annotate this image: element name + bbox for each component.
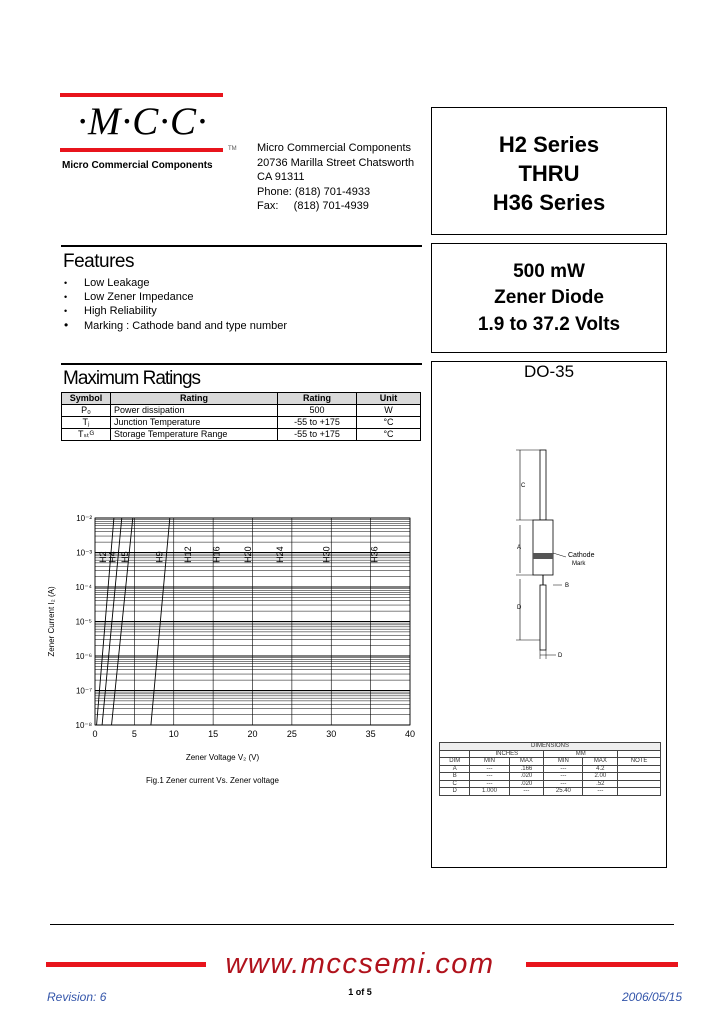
footer-rule bbox=[50, 924, 674, 925]
cell-rating: Junction Temperature bbox=[111, 417, 278, 429]
y-tick-label: 10⁻⁶ bbox=[75, 652, 92, 661]
table-row bbox=[440, 788, 661, 796]
curve-label-h2: H2 bbox=[98, 551, 109, 563]
table-header-row bbox=[62, 393, 421, 405]
x-tick-label: 20 bbox=[247, 729, 258, 739]
address-line: Fax: (818) 701-4939 bbox=[257, 200, 369, 212]
revision-date: 2006/05/15 bbox=[621, 990, 682, 1004]
series-line-1: H2 Series bbox=[498, 132, 600, 157]
series-line-2: THRU bbox=[518, 161, 580, 186]
cell bbox=[618, 773, 661, 781]
page-number: 1 of 5 bbox=[348, 987, 372, 997]
cell-value: 500 bbox=[278, 405, 357, 417]
column-header: Unit bbox=[357, 393, 421, 405]
column-header: MAX bbox=[509, 758, 544, 766]
x-tick-label: 40 bbox=[404, 729, 416, 739]
column-header: NOTE bbox=[618, 758, 661, 766]
table-row bbox=[440, 743, 661, 751]
y-tick-label: 10⁻⁷ bbox=[75, 686, 92, 696]
column-header: DIM bbox=[440, 758, 470, 766]
zener-chart bbox=[40, 505, 430, 785]
table-row bbox=[62, 429, 421, 441]
ratings-heading: Maximum Ratings bbox=[63, 368, 201, 389]
column-header: MIN bbox=[544, 758, 583, 766]
mcc-logo bbox=[60, 96, 225, 148]
dim-label-d: D bbox=[517, 605, 522, 611]
cell: 4.2 bbox=[583, 765, 618, 773]
cell: 2.00 bbox=[583, 773, 618, 781]
cell-unit: W bbox=[357, 405, 421, 417]
cell: --- bbox=[470, 780, 509, 788]
y-tick-label: 10⁻² bbox=[76, 514, 92, 523]
trademark: TM bbox=[228, 146, 237, 152]
cell-rating: Storage Temperature Range bbox=[111, 429, 278, 441]
table-row bbox=[440, 765, 661, 773]
address-line: 20736 Marilla Street Chatsworth bbox=[257, 156, 415, 169]
revision: Revision: 6 bbox=[47, 990, 107, 1004]
table-row bbox=[440, 773, 661, 781]
chart-caption: Fig.1 Zener current Vs. Zener voltage bbox=[146, 776, 279, 785]
spec-power: 500 mW bbox=[513, 261, 585, 282]
cell: --- bbox=[544, 765, 583, 773]
zener-chart-svg bbox=[40, 505, 430, 785]
cell: .52 bbox=[583, 780, 618, 788]
cell-rating: Power dissipation bbox=[111, 405, 278, 417]
cell bbox=[618, 788, 661, 796]
y-tick-label: 10⁻⁵ bbox=[75, 617, 92, 627]
cell: --- bbox=[544, 780, 583, 788]
cell: C bbox=[440, 780, 470, 788]
company-name: Micro Commercial Components bbox=[62, 160, 213, 171]
table-row bbox=[440, 750, 661, 758]
cell-symbol: P₀ bbox=[62, 405, 111, 417]
features-list bbox=[64, 276, 287, 333]
cell: B bbox=[440, 773, 470, 781]
cell: .020 bbox=[509, 780, 544, 788]
table-row bbox=[62, 417, 421, 429]
cell-unit: °C bbox=[357, 429, 421, 441]
ratings-table bbox=[61, 392, 421, 441]
feature-item: • Low Zener Impedance bbox=[64, 290, 287, 304]
curve-label-h20: H20 bbox=[242, 546, 253, 563]
cell-value: -55 to +175 bbox=[278, 429, 357, 441]
curve-label-h30: H30 bbox=[321, 546, 332, 563]
cell bbox=[618, 780, 661, 788]
ratings-rule bbox=[61, 363, 422, 365]
x-tick-label: 30 bbox=[326, 729, 337, 739]
table-row bbox=[62, 405, 421, 417]
cell: D bbox=[440, 788, 470, 796]
dim-label-c: C bbox=[521, 483, 526, 489]
feature-item: • High Reliability bbox=[64, 304, 287, 318]
group-mm: MM bbox=[544, 750, 618, 758]
curve-label-h36: H36 bbox=[369, 546, 380, 563]
feature-item: • Low Leakage bbox=[64, 276, 287, 290]
dimensions-title: DIMENSIONS bbox=[440, 743, 661, 751]
curve-label-h12: H12 bbox=[183, 546, 194, 563]
table-header-row bbox=[440, 758, 661, 766]
cell: --- bbox=[470, 773, 509, 781]
x-tick-label: 5 bbox=[131, 729, 137, 739]
cell: 1.000 bbox=[470, 788, 509, 796]
cell: .020 bbox=[509, 773, 544, 781]
y-tick-label: 10⁻⁴ bbox=[75, 583, 92, 592]
address-line: CA 91311 bbox=[257, 171, 305, 183]
cell: 25.40 bbox=[544, 788, 583, 796]
cell: --- bbox=[509, 788, 544, 796]
package-outline-drawing bbox=[500, 445, 610, 665]
curve-label-h4: H4 bbox=[107, 551, 118, 563]
x-tick-label: 0 bbox=[92, 729, 98, 739]
address-line: Micro Commercial Components bbox=[257, 142, 412, 154]
website-link[interactable]: www.mccsemi.com bbox=[225, 948, 495, 980]
curve-label-h16: H16 bbox=[211, 546, 222, 563]
logo-bottom-bar bbox=[60, 148, 223, 152]
x-tick-label: 15 bbox=[208, 729, 219, 739]
curve-label-h5: H5 bbox=[120, 551, 131, 563]
column-header: Symbol bbox=[62, 393, 111, 405]
table-row bbox=[440, 780, 661, 788]
y-axis-label: Zener Current I₂ (A) bbox=[47, 586, 56, 657]
series-line-3: H36 Series bbox=[492, 190, 606, 215]
cell-symbol: Tⱼ bbox=[62, 417, 111, 429]
cell bbox=[618, 765, 661, 773]
address-line: Phone: (818) 701-4933 bbox=[257, 185, 371, 198]
spec-voltage: 1.9 to 37.2 Volts bbox=[477, 314, 621, 335]
logo-text: ·M·C·C· bbox=[77, 100, 208, 143]
column-header: MIN bbox=[470, 758, 509, 766]
cell: --- bbox=[583, 788, 618, 796]
spec-type: Zener Diode bbox=[494, 287, 604, 308]
x-tick-label: 35 bbox=[365, 729, 376, 739]
feature-item: • Marking : Cathode band and type number bbox=[64, 319, 287, 333]
group-inches: INCHES bbox=[470, 750, 544, 758]
cell-symbol: Tₛₜᴳ bbox=[62, 429, 111, 441]
company-address bbox=[257, 141, 414, 214]
cell: --- bbox=[470, 765, 509, 773]
y-tick-label: 10⁻⁸ bbox=[75, 721, 92, 730]
x-tick-label: 25 bbox=[286, 729, 297, 739]
column-header: Rating bbox=[278, 393, 357, 405]
dim-label-b: B bbox=[565, 583, 570, 589]
curve-label-h24: H24 bbox=[275, 546, 286, 563]
package-name: DO-35 bbox=[523, 362, 575, 381]
x-axis-label: Zener Voltage V₂ (V) bbox=[185, 753, 260, 762]
cell: --- bbox=[544, 773, 583, 781]
y-tick-label: 10⁻³ bbox=[76, 548, 92, 558]
dim-label-a: A bbox=[517, 545, 522, 551]
cathode-label: Cathode bbox=[568, 552, 595, 559]
x-tick-label: 10 bbox=[168, 729, 179, 739]
cell-value: -55 to +175 bbox=[278, 417, 357, 429]
dim-label-d2: D bbox=[558, 653, 563, 659]
features-heading: Features bbox=[63, 251, 134, 272]
cell: .166 bbox=[509, 765, 544, 773]
cell: A bbox=[440, 765, 470, 773]
cathode-mark-label: Mark bbox=[572, 561, 586, 567]
column-header: MAX bbox=[583, 758, 618, 766]
features-rule bbox=[61, 245, 422, 247]
dimensions-table bbox=[439, 742, 661, 796]
column-header: Rating bbox=[111, 393, 278, 405]
cell-unit: °C bbox=[357, 417, 421, 429]
curve-label-h9: H9 bbox=[154, 551, 165, 563]
